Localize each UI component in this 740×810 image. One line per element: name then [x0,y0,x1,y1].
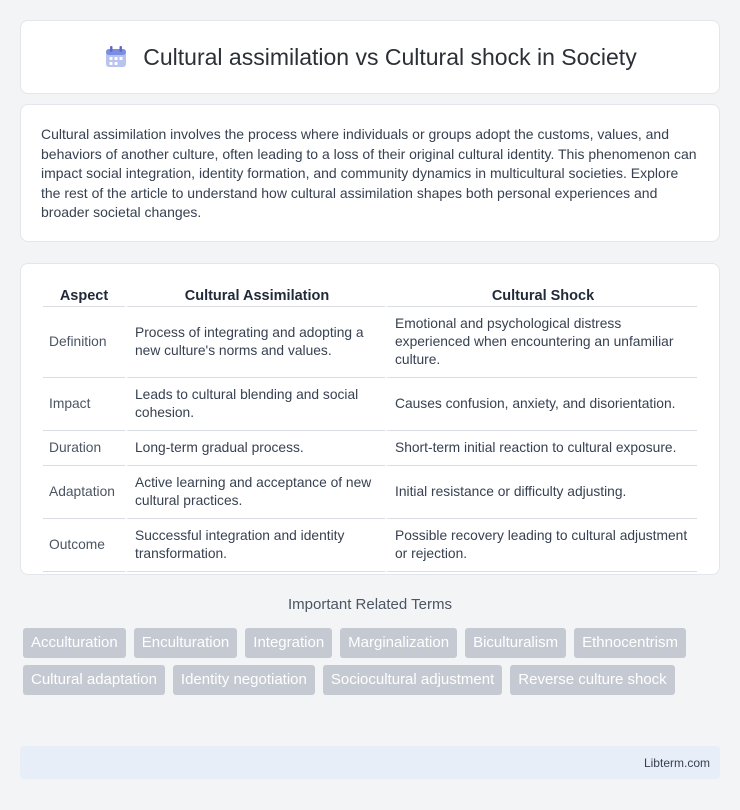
related-term-tag[interactable]: Marginalization [340,628,457,658]
row-assimilation: Leads to cultural blending and social cohesion. [125,378,385,431]
table-row [43,519,697,572]
table-row [43,431,697,466]
related-term-tag[interactable]: Sociocultural adjustment [323,665,502,695]
related-terms-title: Important Related Terms [288,596,452,613]
header-cultural-shock: Cultural Shock [385,282,697,307]
intro-text: Cultural assimilation involves the process where individuals or groups adopt the customs, values, and behaviors of another culture, often leading to a loss of their original cultural identity. This phenomenon can impact social integration, identity formation, and community dynamics in multicultural societies. Explore the rest of the article to understand how cultural assimilation shapes both personal experiences and broader societal changes. [41,126,697,220]
row-aspect: Definition [43,307,125,378]
page-title-text: Cultural assimilation vs Cultural shock in Society [143,43,637,70]
intro-card [20,104,720,242]
header-aspect: Aspect [43,282,125,307]
page-title [103,44,636,71]
table-row [43,378,697,431]
row-assimilation: Successful integration and identity transformation. [125,519,385,572]
related-term-tag[interactable]: Identity negotiation [173,665,315,695]
title-card [20,20,720,94]
row-assimilation: Active learning and acceptance of new cultural practices. [125,466,385,519]
row-assimilation: Long-term gradual process. [125,431,385,466]
comparison-table-card [20,263,720,575]
row-aspect: Duration [43,431,125,466]
table-row [43,466,697,519]
footer-site-link[interactable]: Libterm.com [643,755,710,770]
footer [20,746,720,779]
row-shock: Initial resistance or difficulty adjusting. [385,466,697,519]
calendar-icon [103,44,129,70]
related-term-tag[interactable]: Biculturalism [465,628,566,658]
related-term-tag[interactable]: Acculturation [23,628,126,658]
row-shock: Short-term initial reaction to cultural exposure. [385,431,697,466]
header-cultural-assimilation: Cultural Assimilation [125,282,385,307]
row-aspect: Adaptation [43,466,125,519]
row-aspect: Impact [43,378,125,431]
related-term-tag[interactable]: Reverse culture shock [510,665,674,695]
row-shock: Causes confusion, anxiety, and disorientation. [385,378,697,431]
related-term-tag[interactable]: Integration [245,628,332,658]
row-assimilation: Process of integrating and adopting a new culture's norms and values. [125,307,385,378]
table-header-row [43,282,697,307]
related-term-tag[interactable]: Ethnocentrism [574,628,686,658]
related-terms-list [23,628,723,695]
related-term-tag[interactable]: Cultural adaptation [23,665,165,695]
related-term-tag[interactable]: Enculturation [134,628,238,658]
row-aspect: Outcome [43,519,125,572]
row-shock: Emotional and psychological distress experienced when encountering an unfamiliar culture. [385,307,697,378]
table-row [43,307,697,378]
comparison-table [43,282,697,572]
row-shock: Possible recovery leading to cultural adjustment or rejection. [385,519,697,572]
